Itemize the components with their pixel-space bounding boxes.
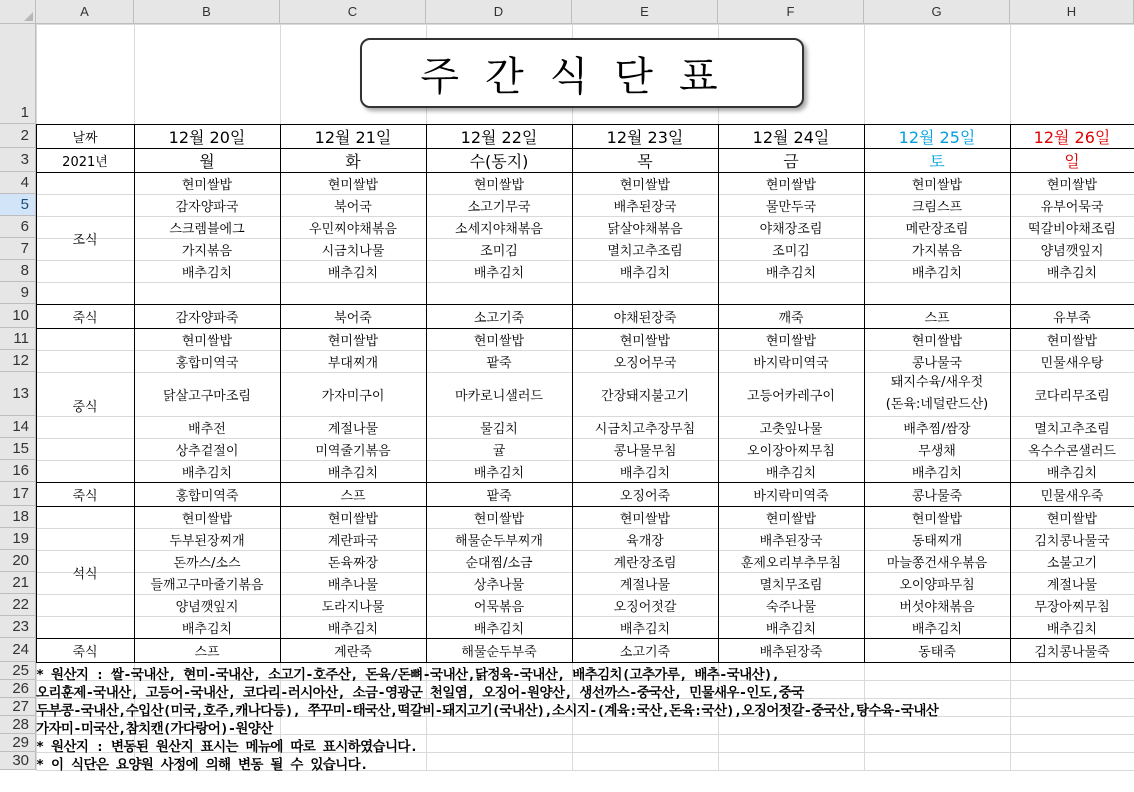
menu-item: 배추김치 <box>765 465 817 481</box>
menu-item: 계절나물 <box>619 577 671 593</box>
menu-item: 닭살고구마조림 <box>163 388 251 404</box>
menu-title: 주간식단표 <box>360 38 804 108</box>
menu-item: 해물순두부찌개 <box>455 533 543 549</box>
menu-item: 배추전 <box>188 421 226 437</box>
menu-item: 메란장조림 <box>905 221 969 237</box>
menu-item: 들깨고구마줄기볶음 <box>150 577 264 593</box>
date-cell: 12월 23일 <box>606 127 684 147</box>
row-header-26[interactable]: 26 <box>0 680 36 698</box>
menu-item: 현미쌀밥 <box>619 333 671 349</box>
menu-item: 계절나물 <box>1046 577 1098 593</box>
menu-item: 물만두국 <box>765 199 817 215</box>
menu-item: 훈제오리부추무침 <box>740 555 842 571</box>
menu-item: 소세지야채볶음 <box>455 221 543 237</box>
menu-item: 상추겉절이 <box>175 443 239 459</box>
menu-item: 양념깻잎지 <box>175 599 239 615</box>
gridline <box>36 282 1134 283</box>
row-header-30[interactable]: 30 <box>0 752 36 770</box>
row-header-23[interactable]: 23 <box>0 616 36 638</box>
row-header-15[interactable]: 15 <box>0 438 36 460</box>
menu-item: 오이양파무침 <box>899 577 975 593</box>
menu-item: 배추나물 <box>327 577 379 593</box>
menu-item: 현미쌀밥 <box>1046 177 1098 193</box>
menu-item: 멸치무조림 <box>759 577 823 593</box>
menu-item: 조미김 <box>772 243 810 259</box>
menu-item: 스프 <box>194 644 220 660</box>
row-header-25[interactable]: 25 <box>0 662 36 680</box>
date-cell: 12월 22일 <box>460 127 538 147</box>
menu-item: 현미쌀밥 <box>1046 333 1098 349</box>
menu-item: 배추김치 <box>1046 621 1098 637</box>
menu-item: 간장돼지불고기 <box>601 388 689 404</box>
menu-item: 도라지나물 <box>321 599 385 615</box>
menu-item: 현미쌀밥 <box>473 511 525 527</box>
menu-item: 마늘쫑건새우볶음 <box>886 555 988 571</box>
menu-item: 계란파국 <box>327 533 379 549</box>
menu-item: 현미쌀밥 <box>473 177 525 193</box>
menu-item: 우민찌야채볶음 <box>309 221 397 237</box>
row-header-18[interactable]: 18 <box>0 506 36 528</box>
menu-item: 현미쌀밥 <box>181 333 233 349</box>
menu-item: 북어죽 <box>334 310 372 326</box>
menu-item: 소고기죽 <box>473 310 525 326</box>
row-header-27[interactable]: 27 <box>0 698 36 716</box>
menu-item: 고춧잎나물 <box>759 421 823 437</box>
menu-item: 옥수수콘샐러드 <box>1028 443 1116 459</box>
menu-item: 가자미구이 <box>321 388 385 404</box>
origin-note-line: 오리훈제-국내산, 고등어-국내산, 코다리-러시아산, 소금-영광군 천일염, 오징어-원양산, 생선까스-중국산, 민물새우-인도,중국 <box>36 685 804 701</box>
menu-item: 현미쌀밥 <box>765 511 817 527</box>
menu-item: 배추된장국 <box>759 533 823 549</box>
origin-note-line: 두부콩-국내산,수입산(미국,호주,캐나다등), 쭈꾸미-태국산,떡갈비-돼지고기(국내산),소시지-(계육:국산,돈육:국산),오징어젓갈-중국산,탕수육-국내산 <box>36 703 939 719</box>
row-header-13[interactable]: 13 <box>0 372 36 416</box>
menu-item: 시금치나물 <box>321 243 385 259</box>
menu-item: 마카로니샐러드 <box>455 388 543 404</box>
menu-item: 현미쌀밥 <box>473 333 525 349</box>
menu-item: 무장아찌무침 <box>1034 599 1110 615</box>
menu-item: 배추김치 <box>327 265 379 281</box>
menu-item: 소고기무국 <box>467 199 531 215</box>
menu-item: 김치콩나물죽 <box>1034 644 1110 660</box>
menu-item: 김치콩나물국 <box>1034 533 1110 549</box>
date-cell: 12월 20일 <box>168 127 246 147</box>
porridge-label: 죽식 <box>72 310 98 326</box>
menu-item: 배추김치 <box>619 265 671 281</box>
menu-item: 배추김치 <box>911 465 963 481</box>
column-header-f[interactable]: F <box>718 0 864 24</box>
weekday-cell: 목 <box>637 151 653 171</box>
menu-item: 팥죽 <box>486 488 512 504</box>
menu-item: 스프 <box>924 310 950 326</box>
menu-item: 두부된장찌개 <box>169 533 245 549</box>
year-label: 2021년 <box>62 154 108 170</box>
menu-item: 야채장조림 <box>759 221 823 237</box>
menu-item: 어묵볶음 <box>473 599 525 615</box>
row-header-7[interactable]: 7 <box>0 238 36 260</box>
menu-item: 닭살야채볶음 <box>607 221 683 237</box>
porridge-label: 죽식 <box>72 488 98 504</box>
row-header-1[interactable]: 1 <box>0 24 36 124</box>
row-header-22[interactable]: 22 <box>0 594 36 616</box>
row-header-14[interactable]: 14 <box>0 416 36 438</box>
weekday-cell: 금 <box>783 151 799 171</box>
menu-item: 유부어묵국 <box>1040 199 1104 215</box>
menu-item: 양념깻잎지 <box>1040 243 1104 259</box>
cell-grid[interactable] <box>36 24 1134 792</box>
menu-item: 바지락미역죽 <box>753 488 829 504</box>
menu-item: 돈까스/소스 <box>173 555 241 571</box>
menu-item: 조미김 <box>480 243 518 259</box>
menu-item: 계란죽 <box>334 644 372 660</box>
menu-item: 배추김치 <box>911 265 963 281</box>
menu-item: 콩나물죽 <box>911 488 963 504</box>
origin-note-line: 가자미-미국산,참치캔(가다랑어)-원양산 <box>36 721 273 737</box>
menu-item: 코다리무조림 <box>1034 388 1110 404</box>
column-header-b[interactable]: B <box>134 0 280 24</box>
menu-item: 현미쌀밥 <box>1046 511 1098 527</box>
menu-item: 현미쌀밥 <box>327 333 379 349</box>
row-header-28[interactable]: 28 <box>0 716 36 734</box>
menu-item: 현미쌀밥 <box>765 177 817 193</box>
date-label: 날짜 <box>72 130 98 146</box>
menu-item: 무생채 <box>918 443 956 459</box>
date-cell: 12월 26일 <box>1033 127 1111 147</box>
menu-item: 배추김치 <box>619 621 671 637</box>
weekday-cell: 토 <box>929 151 945 171</box>
menu-item: 민물새우죽 <box>1040 488 1104 504</box>
menu-item: 배추김치 <box>327 465 379 481</box>
menu-item: 배추김치 <box>473 465 525 481</box>
menu-item: 현미쌀밥 <box>619 177 671 193</box>
menu-item: 현미쌀밥 <box>327 511 379 527</box>
gridline <box>36 24 1134 25</box>
menu-item: 숙주나물 <box>765 599 817 615</box>
menu-item <box>864 372 1010 416</box>
menu-item: 팥죽 <box>486 355 512 371</box>
select-all-corner[interactable] <box>0 0 36 24</box>
menu-item: 가지볶음 <box>911 243 963 259</box>
column-header-d[interactable]: D <box>426 0 572 24</box>
menu-item: 물김치 <box>480 421 518 437</box>
menu-item: 감자양파국 <box>175 199 239 215</box>
menu-item: 해물순두부죽 <box>461 644 537 660</box>
menu-item: 미역줄기볶음 <box>315 443 391 459</box>
column-header-a[interactable]: A <box>36 0 134 24</box>
menu-item: 가지볶음 <box>181 243 233 259</box>
menu-item: 스크렘블에그 <box>169 221 245 237</box>
menu-item: 배추김치 <box>181 465 233 481</box>
dinner-label: 석식 <box>72 566 98 582</box>
column-header-g[interactable]: G <box>864 0 1010 24</box>
lunch-label: 중식 <box>72 399 98 415</box>
menu-item: 배추김치 <box>765 265 817 281</box>
menu-item: 홍합미역죽 <box>175 488 239 504</box>
origin-note-line: * 원산지 : 쌀-국내산, 현미-국내산, 소고기-호주산, 돈육/돈뼈-국내산,닭정육-국내산, 배추김치(고추가루, 배추-국내산), <box>36 667 780 683</box>
row-header-6[interactable]: 6 <box>0 216 36 238</box>
menu-item: 돈육짜장 <box>327 555 379 571</box>
menu-item: 배추김치 <box>1046 265 1098 281</box>
row-header-21[interactable]: 21 <box>0 572 36 594</box>
column-header-e[interactable]: E <box>572 0 718 24</box>
row-header-16[interactable]: 16 <box>0 460 36 482</box>
menu-item: 배추김치 <box>181 265 233 281</box>
menu-item: 배추찜/쌈장 <box>903 421 971 437</box>
menu-item: 현미쌀밥 <box>181 511 233 527</box>
row-header-11[interactable]: 11 <box>0 328 36 350</box>
menu-item: 상추나물 <box>473 577 525 593</box>
origin-note-line: * 이 식단은 요양원 사정에 의해 변동 될 수 있습니다. <box>36 757 368 773</box>
menu-item: 소불고기 <box>1046 555 1098 571</box>
menu-item: 귤 <box>492 443 506 459</box>
menu-item: 홍합미역국 <box>175 355 239 371</box>
row-header-29[interactable]: 29 <box>0 734 36 752</box>
row-header-12[interactable]: 12 <box>0 350 36 372</box>
menu-item: 깨죽 <box>778 310 804 326</box>
menu-item: 오징어무국 <box>613 355 677 371</box>
menu-item: 오징어젓갈 <box>613 599 677 615</box>
menu-item: 스프 <box>340 488 366 504</box>
menu-item: 배추된장죽 <box>759 644 823 660</box>
origin-note-line: * 원산지 : 변동된 원산지 표시는 메뉴에 따로 표시하였습니다. <box>36 739 418 755</box>
menu-item: 배추김치 <box>327 621 379 637</box>
menu-item: 동태죽 <box>918 644 956 660</box>
row-header-10[interactable]: 10 <box>0 304 36 328</box>
menu-item: 육개장 <box>626 533 664 549</box>
column-header-h[interactable]: H <box>1010 0 1134 24</box>
breakfast-label: 조식 <box>72 232 98 248</box>
menu-item: 콩나물국 <box>911 355 963 371</box>
date-cell: 12월 24일 <box>752 127 830 147</box>
menu-item: 고등어카레구이 <box>747 388 835 404</box>
row-header-5[interactable]: 5 <box>0 194 36 216</box>
menu-item: 계절나물 <box>327 421 379 437</box>
menu-item: 현미쌀밥 <box>911 177 963 193</box>
weekday-cell: 월 <box>199 151 215 171</box>
menu-item: 배추김치 <box>911 621 963 637</box>
menu-item: 현미쌀밥 <box>327 177 379 193</box>
menu-item: 배추김치 <box>473 621 525 637</box>
row-header-4[interactable]: 4 <box>0 172 36 194</box>
row-header-20[interactable]: 20 <box>0 550 36 572</box>
date-cell: 12월 25일 <box>898 127 976 147</box>
menu-item: 민물새우탕 <box>1040 355 1104 371</box>
porridge-label: 죽식 <box>72 644 98 660</box>
weekday-cell: 일 <box>1064 151 1080 171</box>
origin-note: (돈육:네덜란드산) <box>885 397 989 412</box>
menu-item: 버섯야채볶음 <box>899 599 975 615</box>
menu-item: 유부죽 <box>1053 310 1091 326</box>
menu-item: 현미쌀밥 <box>911 333 963 349</box>
menu-item: 소고기죽 <box>619 644 671 660</box>
menu-item: 멸치고추조림 <box>607 243 683 259</box>
weekday-cell: 수(동지) <box>469 151 529 171</box>
menu-item: 오징어죽 <box>619 488 671 504</box>
menu-item: 배추된장국 <box>613 199 677 215</box>
menu-item: 배추김치 <box>1046 465 1098 481</box>
date-cell: 12월 21일 <box>314 127 392 147</box>
menu-item: 부대찌개 <box>327 355 379 371</box>
column-header-c[interactable]: C <box>280 0 426 24</box>
menu-item: 배추김치 <box>765 621 817 637</box>
menu-item: 야채된장죽 <box>613 310 677 326</box>
row-header-17[interactable]: 17 <box>0 482 36 506</box>
menu-item: 멸치고추조림 <box>1034 421 1110 437</box>
row-header-24[interactable]: 24 <box>0 638 36 662</box>
row-header-19[interactable]: 19 <box>0 528 36 550</box>
row-header-9[interactable]: 9 <box>0 282 36 304</box>
menu-item: 현미쌀밥 <box>911 511 963 527</box>
menu-item: 북어국 <box>334 199 372 215</box>
menu-item: 떡갈비야채조림 <box>1028 221 1116 237</box>
menu-item: 돼지수육/새우젓 <box>890 375 984 390</box>
menu-item: 현미쌀밥 <box>619 511 671 527</box>
weekday-cell: 화 <box>345 151 361 171</box>
menu-item: 바지락미역국 <box>753 355 829 371</box>
row-header-2[interactable]: 2 <box>0 124 36 148</box>
menu-item: 현미쌀밥 <box>181 177 233 193</box>
menu-item: 배추김치 <box>473 265 525 281</box>
menu-item: 콩나물무침 <box>613 443 677 459</box>
menu-item: 오이장아찌무침 <box>747 443 835 459</box>
menu-item: 배추김치 <box>619 465 671 481</box>
menu-item: 동태찌개 <box>911 533 963 549</box>
menu-item: 배추김치 <box>181 621 233 637</box>
menu-item: 크림스프 <box>911 199 963 215</box>
menu-item: 계란장조림 <box>613 555 677 571</box>
row-header-3[interactable]: 3 <box>0 148 36 172</box>
menu-item: 감자양파죽 <box>175 310 239 326</box>
menu-item: 현미쌀밥 <box>765 333 817 349</box>
menu-item: 시금치고추장무침 <box>594 421 696 437</box>
menu-item: 순대찜/소금 <box>465 555 533 571</box>
row-header-8[interactable]: 8 <box>0 260 36 282</box>
